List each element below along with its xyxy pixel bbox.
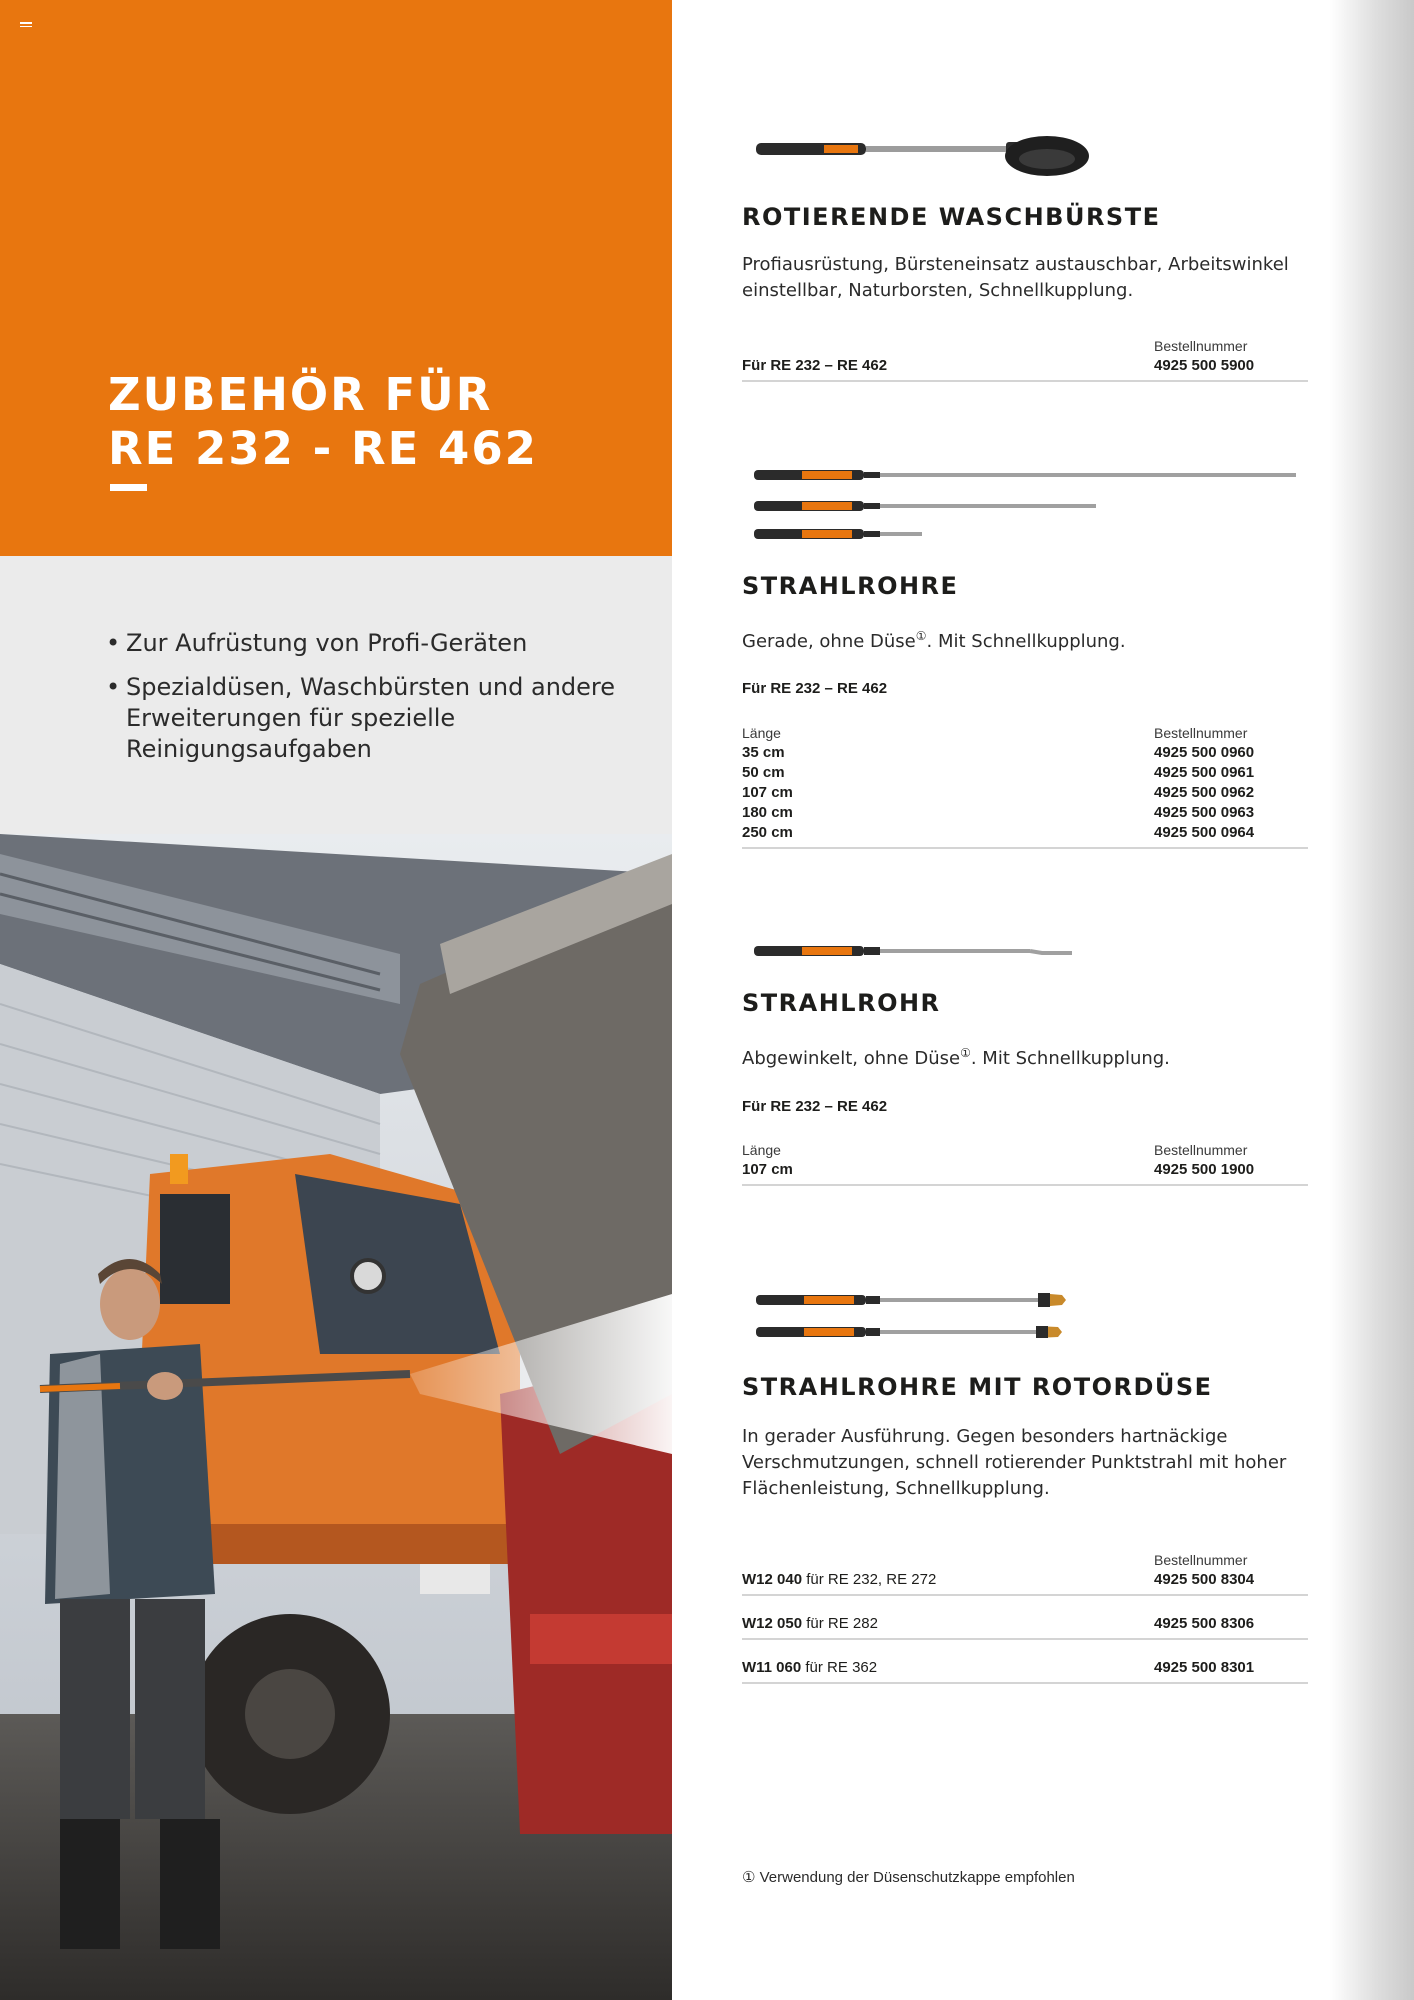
order-number: 4925 500 8304	[1154, 1571, 1255, 1588]
page-title	[108, 368, 538, 476]
table-row	[742, 823, 1308, 843]
order-number: 4925 500 0960	[1154, 744, 1255, 761]
order-label-row	[742, 336, 1308, 356]
length-value: 107 cm	[742, 784, 793, 801]
model-name: W12 040	[742, 1571, 803, 1588]
product-title: STRAHLROHRE MIT ROTORDÜSE	[742, 1373, 1213, 1401]
order-row	[742, 356, 1308, 376]
page-title-line-1: ZUBEHÖR FÜR	[108, 368, 493, 421]
table-header	[742, 1140, 1308, 1160]
table-row	[742, 743, 1308, 763]
page-edge-shadow	[1330, 0, 1414, 2000]
description-text: Gerade, ohne Düse	[742, 631, 916, 652]
rotor-nozzle-lances-icon	[742, 1280, 1308, 1340]
model-compatibility: für RE 282	[802, 1615, 878, 1632]
divider	[742, 1638, 1308, 1640]
model-compatibility: für RE 362	[801, 1659, 878, 1676]
rotating-brush-icon	[742, 126, 1308, 186]
model-cell	[742, 1658, 877, 1678]
intro-panel	[0, 556, 672, 834]
left-column	[0, 0, 672, 2000]
order-number: 4925 500 8306	[1154, 1615, 1255, 1632]
table-row	[742, 803, 1308, 823]
menu-icon[interactable]	[20, 22, 32, 30]
order-table	[742, 1550, 1308, 1684]
compatibility-label: Für RE 232 – RE 462	[742, 357, 888, 374]
divider	[742, 1594, 1308, 1596]
divider	[742, 847, 1308, 849]
product-description: Profiausrüstung, Bürsteneinsatz austauschbar, Arbeitswinkel einstellbar, Naturborsten, Schnellkupplung.	[742, 254, 1289, 301]
length-label: Länge	[742, 725, 781, 741]
table-row	[742, 783, 1308, 803]
product-angled-lance	[742, 930, 1308, 1178]
product-rotor-nozzle-lances	[742, 1280, 1308, 1676]
product-description	[742, 623, 1126, 655]
order-number: 4925 500 5900	[1154, 357, 1255, 374]
table-row	[742, 763, 1308, 783]
order-number-label: Bestellnummer	[1154, 338, 1248, 354]
order-table	[742, 723, 1308, 849]
table-header	[742, 723, 1308, 743]
description-text: Abgewinkelt, ohne Düse	[742, 1048, 961, 1069]
order-number: 4925 500 1900	[1154, 1161, 1255, 1178]
product-title: STRAHLROHRE	[742, 572, 959, 600]
product-description: In gerader Ausführung. Gegen besonders hartnäckige Verschmutzungen, schnell rotierender Punktstrahl mit hoher Flächenleistung, Schnellkupplung.	[742, 1426, 1287, 1499]
length-value: 250 cm	[742, 824, 793, 841]
hero-panel	[0, 0, 672, 556]
product-title: ROTIERENDE WASCHBÜRSTE	[742, 203, 1161, 231]
angled-lance-icon	[742, 930, 1308, 970]
order-number-label: Bestellnummer	[1154, 1552, 1248, 1568]
order-number: 4925 500 0961	[1154, 764, 1255, 781]
compatibility-label: Für RE 232 – RE 462	[742, 680, 888, 697]
intro-bullet-list	[106, 628, 626, 778]
order-table	[742, 1140, 1308, 1186]
spray-lances-icon	[742, 455, 1308, 547]
length-value: 107 cm	[742, 1161, 793, 1178]
model-cell	[742, 1614, 878, 1634]
divider	[742, 1184, 1308, 1186]
footnote-marker: ①	[915, 629, 927, 643]
table-row	[742, 1658, 1308, 1678]
product-straight-lances	[742, 455, 1308, 841]
model-cell	[742, 1570, 936, 1590]
table-row	[742, 1160, 1308, 1180]
hero-photo-pressure-washing-truck	[0, 834, 672, 2000]
footnote: ① Verwendung der Düsenschutzkappe empfohlen	[742, 1869, 1075, 1886]
product-rotating-brush	[742, 126, 1308, 374]
description-text: . Mit Schnellkupplung.	[970, 1048, 1170, 1069]
order-number-label: Bestellnummer	[1154, 1142, 1248, 1158]
length-value: 35 cm	[742, 744, 785, 761]
bullet-item: • Spezialdüsen, Waschbürsten und andere Erweiterungen für spezielle Reinigungsaufgaben	[106, 672, 626, 765]
table-row	[742, 1570, 1308, 1590]
title-underline-dash	[110, 484, 147, 491]
footnote-marker: ①	[960, 1046, 971, 1060]
divider	[742, 1682, 1308, 1684]
product-title: STRAHLROHR	[742, 989, 941, 1017]
compatibility-label: Für RE 232 – RE 462	[742, 1098, 888, 1115]
order-number-label: Bestellnummer	[1154, 725, 1248, 741]
product-description	[742, 1040, 1170, 1072]
model-name: W11 060	[742, 1659, 802, 1676]
order-number: 4925 500 8301	[1154, 1659, 1255, 1676]
page-title-line-2: RE 232 - RE 462	[108, 422, 538, 475]
length-label: Länge	[742, 1142, 781, 1158]
table-row	[742, 1614, 1308, 1634]
model-compatibility: für RE 232, RE 272	[802, 1571, 937, 1588]
order-number: 4925 500 0962	[1154, 784, 1255, 801]
divider	[742, 380, 1308, 382]
bullet-item: • Zur Aufrüstung von Profi-Geräten	[106, 628, 626, 659]
order-number: 4925 500 0963	[1154, 804, 1255, 821]
length-value: 180 cm	[742, 804, 793, 821]
length-value: 50 cm	[742, 764, 785, 781]
description-text: . Mit Schnellkupplung.	[926, 631, 1126, 652]
model-name: W12 050	[742, 1615, 803, 1632]
table-header	[742, 1550, 1308, 1570]
order-number: 4925 500 0964	[1154, 824, 1255, 841]
